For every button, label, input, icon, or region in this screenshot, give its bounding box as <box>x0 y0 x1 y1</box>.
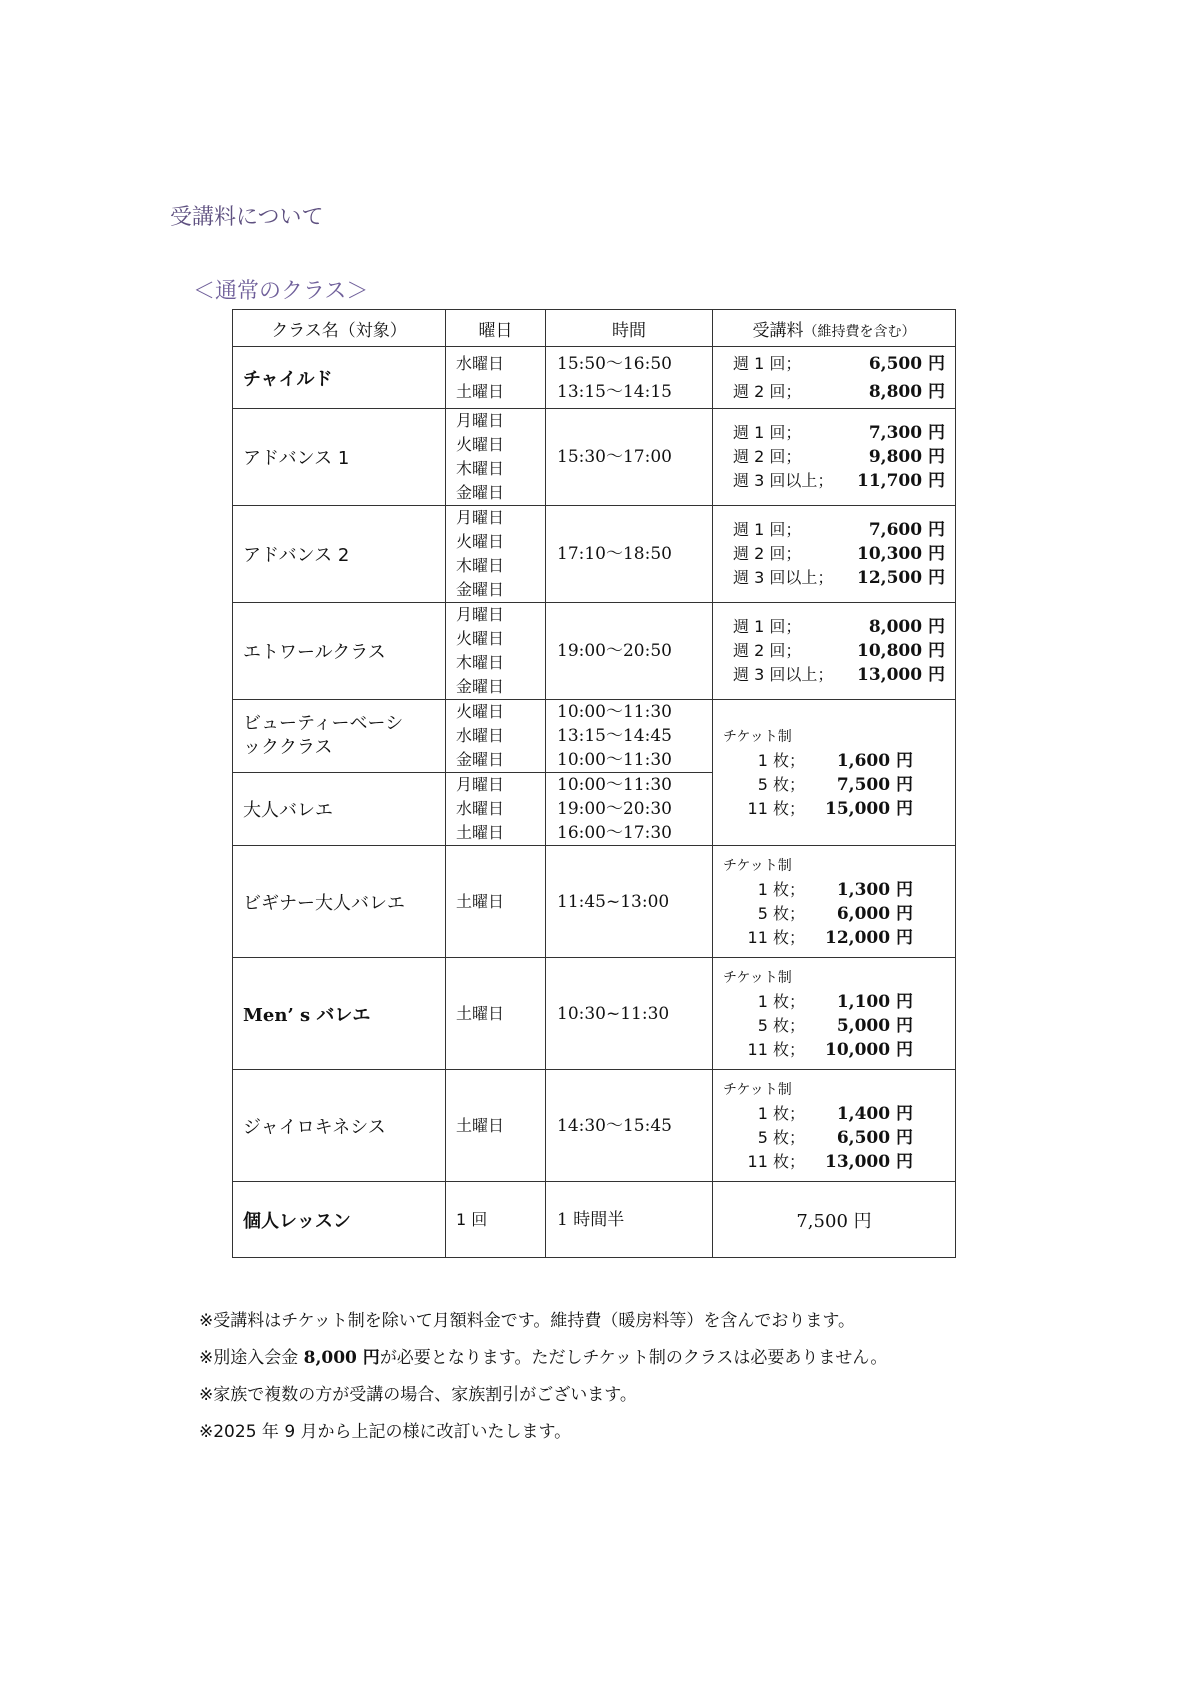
table-row <box>233 409 956 506</box>
ticket-title: チケット制 <box>723 969 792 986</box>
fee-line: 週 3 回以上； 11,700 円 <box>733 471 945 491</box>
day: 水曜日 <box>456 799 505 818</box>
day: 土曜日 <box>456 381 505 401</box>
fee-line: 週 2 回； 10,800 円 <box>733 641 945 661</box>
class-time: 11:45~13:00 <box>546 846 713 958</box>
class-days <box>446 409 546 506</box>
fee-line: 週 2 回； 8,800 円 <box>733 381 945 402</box>
class-day: 土曜日 <box>446 846 546 958</box>
time: 13:15～14:15 <box>557 381 672 402</box>
day: 水曜日 <box>456 353 505 373</box>
class-name: エトワールクラス <box>233 603 446 700</box>
ticket-fees <box>713 958 956 1070</box>
class-day: 1 回 <box>446 1182 546 1258</box>
class-name: Men’ s バレエ <box>233 958 446 1070</box>
day: 月曜日 <box>456 508 505 527</box>
class-time: 19:00～20:50 <box>546 603 713 700</box>
fee-line: 週 2 回； 9,800 円 <box>733 447 945 467</box>
day: 木曜日 <box>456 653 505 672</box>
ticket-line: 5 枚； 6,000 円 <box>757 903 913 924</box>
class-name: アドバンス 2 <box>233 506 446 603</box>
time: 15:50～16:50 <box>557 353 672 374</box>
ticket-line: 5 枚； 6,500 円 <box>757 1127 913 1148</box>
notes <box>199 1303 887 1451</box>
ticket-line: 11 枚； 13,000 円 <box>747 1151 913 1172</box>
day: 月曜日 <box>456 605 505 624</box>
class-name-line: ビューティーベーシ <box>243 713 404 734</box>
day: 金曜日 <box>456 483 505 502</box>
fee-line: 週 1 回； 7,600 円 <box>733 520 945 540</box>
ticket-fees <box>713 846 956 958</box>
class-times <box>546 347 713 409</box>
table-row <box>233 1182 956 1258</box>
table-row <box>233 846 956 958</box>
day: 金曜日 <box>456 580 505 599</box>
class-time: 17:10～18:50 <box>546 506 713 603</box>
class-fees <box>713 409 956 506</box>
header-day: 曜日 <box>446 310 546 347</box>
class-fees <box>713 347 956 409</box>
ticket-fees <box>713 700 956 846</box>
class-times <box>546 700 713 773</box>
table-row <box>233 700 956 773</box>
page-title: 受講料について <box>170 205 324 230</box>
time: 16:00～17:30 <box>557 823 672 843</box>
class-name: アドバンス 1 <box>233 409 446 506</box>
ticket-title: チケット制 <box>723 857 792 874</box>
day: 木曜日 <box>456 459 505 478</box>
header-fee-note: （維持費を含む） <box>803 323 916 340</box>
note: ※受講料はチケット制を除いて月額料金です。維持費（暖房料等）を含んでおります。 <box>199 1311 855 1331</box>
header-fee-label: 受講料 <box>752 320 804 341</box>
class-name-line: ッククラス <box>243 737 333 758</box>
class-fees <box>713 603 956 700</box>
ticket-line: 1 枚； 1,100 円 <box>757 991 913 1012</box>
class-day: 土曜日 <box>446 1070 546 1182</box>
class-name <box>233 700 446 773</box>
class-time: 10:30~11:30 <box>546 958 713 1070</box>
ticket-title: チケット制 <box>723 728 792 745</box>
time: 10:00～11:30 <box>557 702 672 722</box>
section-subtitle: ＜通常のクラス＞ <box>193 279 369 304</box>
day: 金曜日 <box>456 750 505 769</box>
ticket-line: 1 枚； 1,300 円 <box>757 879 913 900</box>
class-name: チャイルド <box>233 347 446 409</box>
class-name: 大人バレエ <box>233 773 446 846</box>
class-day: 土曜日 <box>446 958 546 1070</box>
table-row <box>233 603 956 700</box>
day: 火曜日 <box>456 532 505 551</box>
note: ※2025 年 9 月から上記の様に改訂いたします。 <box>199 1422 572 1442</box>
class-days <box>446 700 546 773</box>
day: 月曜日 <box>456 775 505 794</box>
time: 13:15～14:45 <box>557 726 672 746</box>
ticket-line: 11 枚； 12,000 円 <box>747 927 913 948</box>
class-name: ジャイロキネシス <box>233 1070 446 1182</box>
ticket-line: 11 枚； 15,000 円 <box>747 798 913 819</box>
fee-line: 週 2 回； 10,300 円 <box>733 544 945 564</box>
class-fees <box>713 506 956 603</box>
table-row <box>233 958 956 1070</box>
note: ※別途入会金 8,000 円が必要となります。ただしチケット制のクラスは必要ありません。 <box>199 1348 888 1368</box>
fee-line: 週 3 回以上； 12,500 円 <box>733 568 945 588</box>
time: 19:00～20:30 <box>557 799 672 819</box>
ticket-line: 11 枚； 10,000 円 <box>747 1039 913 1060</box>
table-header-row <box>233 310 956 347</box>
day: 火曜日 <box>456 435 505 454</box>
table-row <box>233 506 956 603</box>
class-time: 15:30～17:00 <box>546 409 713 506</box>
time: 10:00～11:30 <box>557 750 672 770</box>
ticket-line: 1 枚； 1,400 円 <box>757 1103 913 1124</box>
header-class-name: クラス名（対象） <box>233 310 446 347</box>
class-name: 個人レッスン <box>233 1182 446 1258</box>
class-fee: 7,500 円 <box>713 1182 956 1258</box>
table-row <box>233 347 956 409</box>
header-fee <box>713 310 956 347</box>
fee-table <box>232 309 956 1258</box>
table-row <box>233 1070 956 1182</box>
class-time: 1 時間半 <box>546 1182 713 1258</box>
day: 木曜日 <box>456 556 505 575</box>
ticket-line: 5 枚； 7,500 円 <box>757 774 913 795</box>
class-name: ビギナー大人バレエ <box>233 846 446 958</box>
day: 火曜日 <box>456 702 505 721</box>
day: 火曜日 <box>456 629 505 648</box>
fee-line: 週 1 回； 8,000 円 <box>733 617 945 637</box>
class-days <box>446 773 546 846</box>
fee-line: 週 3 回以上； 13,000 円 <box>733 665 945 685</box>
ticket-title: チケット制 <box>723 1081 792 1098</box>
fee-line: 週 1 回； 7,300 円 <box>733 423 945 443</box>
class-days <box>446 347 546 409</box>
fee-line: 週 1 回； 6,500 円 <box>733 353 945 374</box>
day: 金曜日 <box>456 677 505 696</box>
day: 土曜日 <box>456 823 505 842</box>
day: 水曜日 <box>456 726 505 745</box>
ticket-line: 5 枚； 5,000 円 <box>757 1015 913 1036</box>
class-days <box>446 603 546 700</box>
day: 月曜日 <box>456 411 505 430</box>
ticket-fees <box>713 1070 956 1182</box>
class-time: 14:30～15:45 <box>546 1070 713 1182</box>
header-time: 時間 <box>546 310 713 347</box>
class-times <box>546 773 713 846</box>
ticket-line: 1 枚； 1,600 円 <box>757 750 913 771</box>
class-days <box>446 506 546 603</box>
time: 10:00～11:30 <box>557 775 672 795</box>
note: ※家族で複数の方が受講の場合、家族割引がございます。 <box>199 1385 637 1405</box>
